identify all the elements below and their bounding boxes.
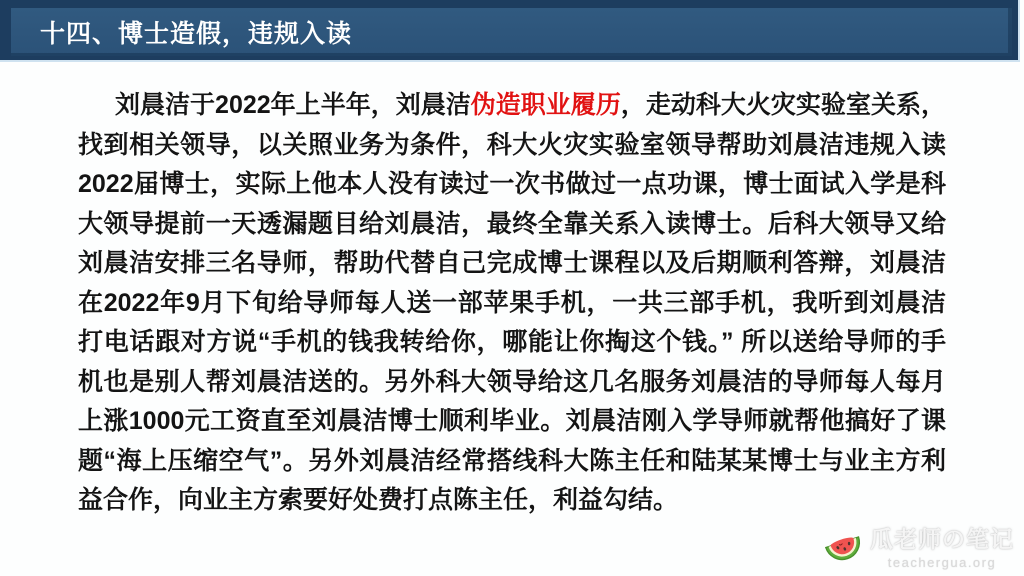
highlighted-phrase: 伪造职业履历 — [470, 91, 621, 119]
watermark-url: teachergua.org — [887, 555, 997, 570]
slide-body — [78, 86, 946, 521]
watermelon-icon — [821, 523, 867, 567]
title-bar-panel — [11, 8, 1012, 56]
watermark-name: 瓜老师の笔记 — [870, 526, 1014, 552]
slide-title: 十四、博士造假，违规入读 — [40, 20, 353, 48]
watermark — [821, 521, 1014, 570]
slide-title-bar — [0, 0, 1020, 62]
body-paragraph — [78, 86, 946, 521]
paragraph-segment-after: ，走动科大火灾实验室关系，找到相关领导，以关照业务为条件，科大火灾实验室领导帮助刘晨洁违规入读2022届博士，实际上他本人没有读过一次书做过一点功课，博士面试入学是科大领导提前一天透漏题目给刘晨洁，最终全靠关系入读博士。后科大领导又给刘晨洁安排三名导师，帮助代替自己完成博士课程以及后期顺利答辩，刘晨洁在2022年9月下旬给导师每人送一部苹果手机，一共三部手机，我听到刘晨洁打电话跟对方说“手机的钱我转给你，哪能让你掏这个钱。” 所以送给导师的手机也是别人帮刘晨洁送的。另外科大领导给这几名服务刘晨洁的导师每人每月上涨1000元工资直至刘晨洁博士顺利毕业。刘晨洁刚入学导师就帮他搞好了课题“海上压缩空气”。另外刘晨洁经常搭线科大陈主任和陆某某博士与业主方利益合作，向业主方索要好处费打点陈主任，利益勾结。 — [78, 91, 946, 514]
paragraph-segment-before: 刘晨洁于2022年上半年，刘晨洁 — [115, 91, 471, 119]
watermark-text-block — [870, 521, 1014, 570]
